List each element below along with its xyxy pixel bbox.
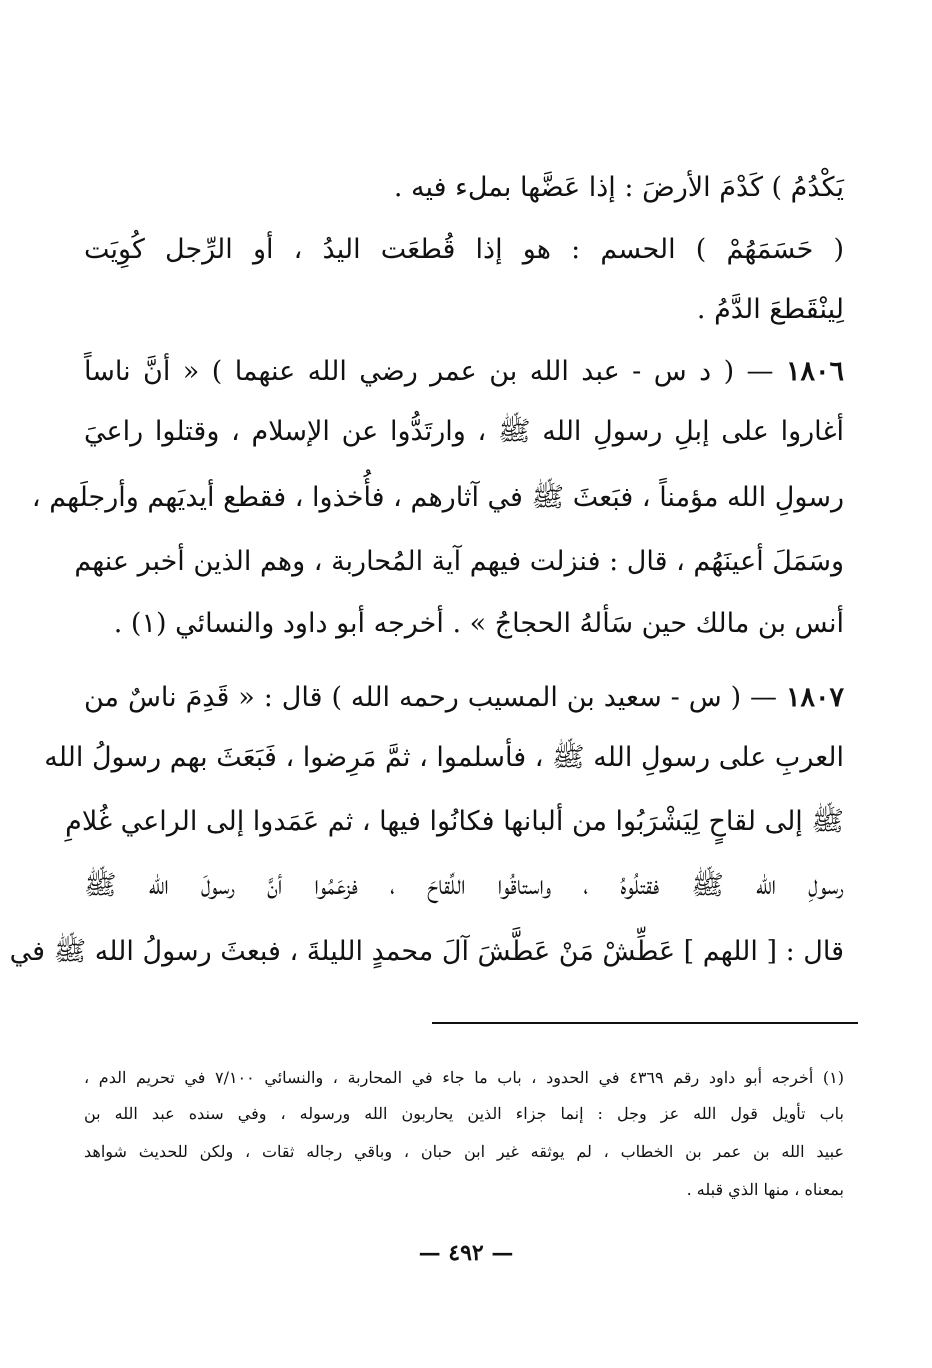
text-line: أغاروا على إبلِ رسولِ الله ﷺ ، وارتَدُّوا عن الإسلام ، وقتلوا راعيَ xyxy=(84,416,844,447)
page-number: — ٤٩٢ — xyxy=(418,1240,514,1266)
text-line: رسولِ الله ﷺ فقتلُوهُ ، واستاقُوا اللِّقاحَ ، فزعَمُوا أنَّ رسولَ الله ﷺ xyxy=(84,870,844,901)
text-line: أنس بن مالك حين سَألهُ الحجاجُ » . أخرجه أبو داود والنسائي (١) . xyxy=(113,608,844,639)
hadith-heading-1806 xyxy=(84,350,844,394)
text-line: العربِ على رسولِ الله ﷺ ، فأسلموا ، ثمَّ مَرِضوا ، فَبَعَثَ بهم رسولُ الله xyxy=(44,742,844,773)
footnote-line: باب تأويل قول الله عز وجل : إنما جزاء الذين يحاربون الله ورسوله ، وفي سنده عبد الله بن xyxy=(84,1104,844,1123)
text-line: ﷺ إلى لقاحٍ لِيَشْرَبُوا من ألبانها فكانُوا فيها ، ثم عَمَدوا إلى الراعي غُلامِ xyxy=(65,806,844,837)
footnote-line: عبيد الله بن عمر بن الخطاب ، لم يوثقه غير ابن حبان ، وباقي رجاله ثقات ، ولكن للحديث شواهد xyxy=(84,1142,844,1161)
footnote-divider xyxy=(432,1022,858,1024)
hadith-number: ١٨٠٦ xyxy=(785,356,844,387)
text-line: ( حَسَمَهُمْ ) الحسم : هو إذا قُطعَت اليدُ ، أو الرِّجل كُوِيَت xyxy=(84,234,844,265)
hadith-heading-text: — ( د س - عبد الله بن عمر رضي الله عنهما ) « أنَّ ناساً xyxy=(84,356,774,387)
hadith-heading-1807 xyxy=(84,676,844,720)
text-line: يَكْدُمُ ) كَدْمَ الأرضَ : إذا عَضَّها بملء فيه . xyxy=(393,172,844,203)
hadith-number: ١٨٠٧ xyxy=(785,682,844,713)
footnote-line: (١) أخرجه أبو داود رقم ٤٣٦٩ في الحدود ، باب ما جاء في المحاربة ، والنسائي ٧/١٠٠ في تحريم الدم ، xyxy=(84,1068,845,1087)
text-line: رسولِ الله مؤمناً ، فبَعثَ ﷺ في آثارهم ، فأُخذوا ، فقطع أيديَهم وأرجلَهم ، xyxy=(31,482,844,513)
hadith-heading-text: — ( س - سعيد بن المسيب رحمه الله ) قال : « قَدِمَ ناسٌ من xyxy=(84,682,778,713)
text-line: لِينْقَطعَ الدَّمُ . xyxy=(696,294,844,325)
footnote-line: بمعناه ، منها الذي قبله . xyxy=(686,1180,844,1199)
text-line: قال : [ اللهم ] عَطِّشْ مَنْ عَطَّشَ آلَ محمدٍ الليلةَ ، فبعثَ رسولُ الله ﷺ في xyxy=(9,936,844,967)
text-line: وسَمَلَ أعينَهُم ، قال : فنزلت فيهم آية المُحاربة ، وهم الذين أخبر عنهم xyxy=(74,546,844,577)
